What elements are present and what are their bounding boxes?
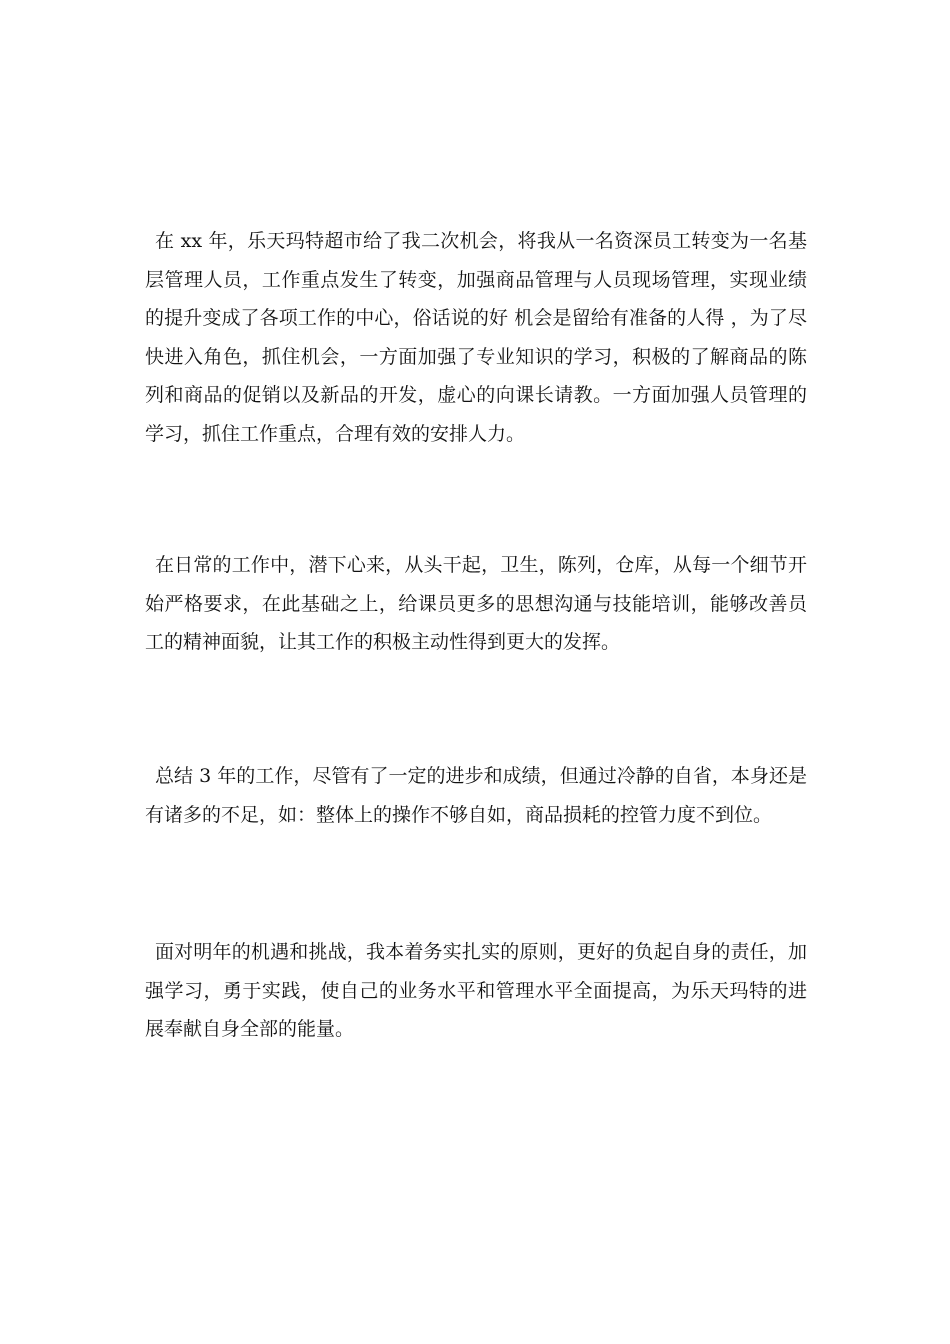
paragraph-summary-shortcomings: 总结 3 年的工作，尽管有了一定的进步和成绩，但通过冷静的自省，本身还是有诸多的不足，如：整体上的操作不够自如，商品损耗的控管力度不到位。 [145, 765, 807, 826]
paragraph-intro-promotion: 在 xx 年，乐天玛特超市给了我二次机会，将我从一名资深员工转变为一名基层管理人员，工作重点发生了转变，加强商品管理与人员现场管理，实现业绩的提升变成了各项工作的中心，俗话说的好 机会是留给有准备的人得 ，为了尽快进入角色，抓住机会，一方面加强了专业知识的学习，积极的了解商品的陈列和商品的促销以及新品的开发，虚心的向课长请教。一方面加强人员管理的学习，抓住工作重点，合理有效的安排人力。 [145, 230, 807, 445]
paragraph-daily-work: 在日常的工作中，潜下心来，从头干起，卫生，陈列，仓库，从每一个细节开始严格要求，在此基础之上，给课员更多的思想沟通与技能培训，能够改善员工的精神面貌，让其工作的积极主动性得到更大的发挥。 [145, 554, 807, 653]
paragraph-next-year-outlook: 面对明年的机遇和挑战，我本着务实扎实的原则，更好的负起自身的责任，加强学习，勇于实践，使自己的业务水平和管理水平全面提高，为乐天玛特的进展奉献自身全部的能量。 [145, 941, 807, 1040]
